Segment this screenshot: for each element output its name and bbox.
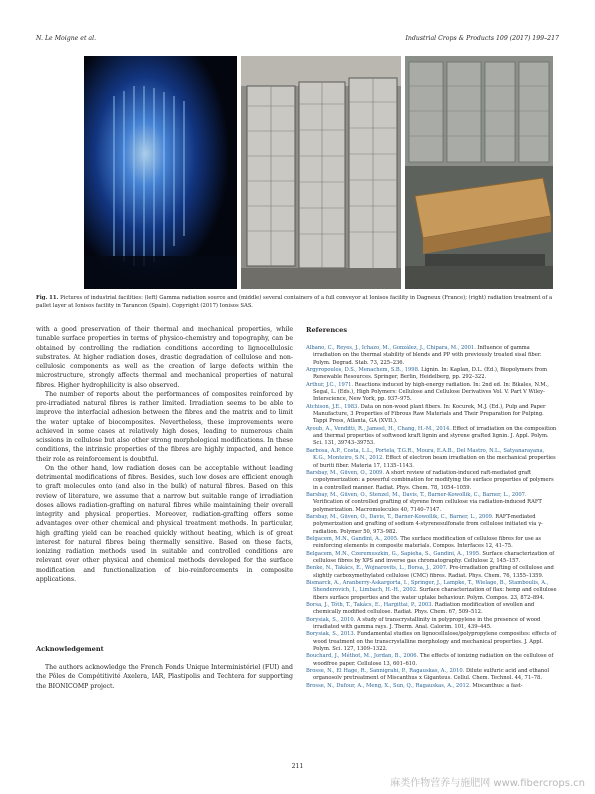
reference-text: Reactions induced by high-energy radiation. In: 2nd ed. In: Bikales, N.M., Segal, L. (Eds.), High Polymers: Cellulose and Cellulose Derivatives Vol. V. Part V Wiley-Interscience, New York, pp. 937–975. [313,381,549,403]
reference-item [306,536,558,551]
reference-item [306,492,558,514]
reference-item [306,426,558,448]
acknowledgement-heading: Acknowledgement [36,645,104,653]
page-number: 211 [291,763,304,770]
body-text-column [36,325,293,584]
figure-caption [36,294,557,311]
reference-link[interactable]: Bismarck, A., Aranberry-Askargorta, I., Springer, J., Lampke, T., Wielage, B., Stamboulis, A., Shenderovich, I., Limbach, H.-H., 2002. [306,580,549,594]
references-list [306,345,558,690]
reference-link[interactable]: Belgacem, M.N., Gandini, A., 2005. [306,535,399,542]
reference-item [306,631,558,653]
reference-text: A short review of radiation-induced raft-mediated graft copolymerization: a powerful combination for modifying the surface properties of polymers in a controlled manner. Radiat. Phys. Chem. 78, 1054–1059. [313,469,554,491]
reference-text: Surface characterization of cellulose fibres by XPS and inverse gas chromatography. Cellulose 2, 145–157. [313,550,555,564]
reference-item [306,653,558,668]
figure-11 [84,56,553,289]
reference-item [306,683,558,690]
reference-text: Dilute sulfuric acid and ethanol organosolv pretreatment of Miscanthus x Giganteus. Cellul. Chem. Technol. 44, 71–78. [313,668,549,682]
reference-item [306,551,558,566]
photo-gamma-source [84,56,237,289]
reference-item [306,602,558,617]
header-journal: Industrial Crops & Products 109 (2017) 199–217 [405,35,559,42]
body-paragraph: with a good preservation of their thermal and mechanical properties, while tunable surface properties in terms of physico-chemistry and topography, can be obtained by controlling the radiation conditions according to lignocellulosic substrates. At higher radiation doses, drastic degradation of cellulose and non-cellulosic components as well as the creation of large defects within the microstructure, strongly affects thermal and mechanical properties of natural fibres. Higher hydrophilicity is also observed. [36,326,293,389]
reference-item [306,565,558,580]
reference-text: Verification of controlled grafting of styrene from cellulose via radiation-induced RAFT polymerization. Macromolecules 40, 7140–7147. [313,499,542,513]
reference-text: Radiation modification of swollen and chemically modified cellulose. Radiat. Phys. Chem. 67, 509–512. [313,602,535,616]
reference-link[interactable]: Arthur, J.C., 1971. [306,381,354,388]
reference-text: A study of transcrystallinity in polypropylene in the presence of wood irradiated with gamma rays. J. Therm. Anal. Calorim. 101, 439–445. [313,616,541,631]
reference-link[interactable]: Argyropoulos, D.S., Menachem, S.B., 1998. [306,367,420,374]
reference-link[interactable]: Belgacem, M.N., Czeremuszkin, G., Sapieha, S., Gandini, A., 1995. [306,550,481,557]
reference-link[interactable]: Borysiak, S., 2013. [306,631,356,638]
reference-link[interactable]: Brosse, N., El Hage, R., Sannigrahi, P., Ragauskas, A., 2010. [306,668,465,675]
reference-text: The effects of ionizing radiation on the cellulose of woodfree paper. Cellulose 13, 601–610. [313,653,554,667]
reference-link[interactable]: Barsbay, M., Güven, O., Davis, T., Barner-Kowollik, C., Barner, L., 2009. [306,513,494,520]
reference-item [306,617,558,632]
reference-item [306,448,558,470]
reference-item [306,580,558,602]
reference-text: Fundamental studies on lignocellulose/polypropylene composites: effects of wood treatment on the transcrystalline morphology and mechanical properties. J. Appl. Polym. Sci. 127, 1309–1322. [313,631,557,653]
reference-item [306,470,558,492]
reference-link[interactable]: Barsbay, M., Güven, O., Stenzel, M., Davis, T., Barner-Kowollik, C., Barner, L., 2007. [306,491,527,498]
header-authors: N. Le Moigne et al. [36,35,97,42]
reference-item [306,514,558,536]
watermark: 麻类作物营养与施肥网 www.fibercrops.cn [390,778,585,789]
reference-text: Influence of gamma irradiation on the thermal stability of blends and PP with previously treated sisal fiber. Polym. Degrad. Stab. 73, 225–236. [313,345,542,366]
reference-item [306,345,558,367]
reference-text: Miscanthus: a fast- [470,682,523,689]
caption-text: Pictures of industrial facilities: (left) Gamma radiation source and (middle) several containers of a full conveyor at Ionisos facility in Dagneux (France); (right) radiation treatment of a pallet layer at Ionisos facility in Tarancon (Spain). Copyright (2017) Ionisos SAS. [36,295,553,310]
reference-link[interactable]: Borsa, J., Tóth, T., Takács, E., Hargittai, P., 2003. [306,602,434,609]
reference-link[interactable]: Bouchard, J., Méthot, M., Jordan, B., 2006. [306,653,419,660]
acknowledgement-text: The authors acknowledge the French Fonds Unique Interministériel (FUI) and the Pôles de Compétitivité Axelera, IAR, Plastipolis and Techtera for supporting the BIONICOMP project. [36,664,293,690]
body-paragraph: On the other hand, low radiation doses can be acceptable without leading detrimental modifications of fibres. Besides, such low doses are efficient enough to graft molecules onto (and also in the bulk) of natural fibres. Based on this review of literature, we assume that a narrow but suitable range of irradiation doses allows radiation-grafting on natural fibres while maintaining their overall integrity and physical properties. Moreover, radiation-grafting offers some advantages over other chemical and physical treatment methods. In particular, high grafting yield can be reached quickly without heating, which is of great interest for natural fibres being thermally sensitive. Based on these facts, ionizing radiation methods used in suitable and controlled conditions are relevant over other physical and chemical methods developed for the surface modification and functionalization of bio-reinforcements in composite applications. [36,464,293,583]
reference-text: Effect of electron beam irradiation on the mechanical properties of buriti fiber. Materia 17, 1135–1143. [313,455,556,469]
reference-item [306,367,558,382]
reference-link[interactable]: Atchison, J.E., 1983. [306,403,359,410]
running-header [36,35,559,45]
reference-link[interactable]: Barsbay, M., Güven, O., 2009. [306,469,385,476]
reference-text: Data on non-wood plant fibers. In: Kocurek, M.J. (Ed.), Pulp and Paper Manufacture, 3 Properties of Fibrous Raw Materials and Their Preparation for Pulping. Tappi Press, Atlanta, GA (XVII.). [313,403,546,425]
reference-link[interactable]: Benke, N., Takács, E., Wojnarovits, L., Borsa, J., 2007. [306,565,448,572]
reference-text: Effect of irradiation on the composition and thermal properties of softwood kraft lignin and styrene grafted lignin. J. Appl. Polym. Sci. 131, 39743–39753. [313,425,557,447]
reference-text: Pre-irradiation grafting of cellulose and slightly carboxymethylated cellulose (CMC) fibres. Radiat. Phys. Chem. 76, 1355–1359. [313,565,554,579]
photo-pallet-treatment [405,56,553,289]
reference-item [306,404,558,426]
photo-conveyor-containers [241,56,401,289]
references-heading: References [306,326,348,334]
caption-label: Fig. 11. [36,295,59,301]
reference-item [306,382,558,404]
reference-text: The surface modification of cellulose fibres for use as reinforcing elements in composite materials. Compos. Interfaces 12, 41–75. [313,535,542,550]
reference-link[interactable]: Brosse, N., Dufour, A., Meng, X., Sun, Q., Ragauskas, A., 2012. [306,682,471,689]
reference-link[interactable]: Borysiak, S., 2010. [306,616,356,623]
reference-item [306,668,558,683]
reference-link[interactable]: Barbosa, A.P., Costa, L.L., Portela, T.G.R., Moura, E.A.B., Del Mastro, N.L., Satyanarayana, K.G., Monteiro, S.N., 2012. [306,447,545,462]
reference-text: RAFT-mediated polymerization and grafting of sodium 4-styrenesulfonate from cellulose initiated via γ-radiation. Polymer 50, 973–982. [313,513,543,535]
reference-text: Surface characterization of flax: hemp and cellulose fibers surface properties and the water uptake behaviour. Polym. Compos. 23, 872–894. [313,587,557,601]
reference-link[interactable]: Albano, C., Reyes, J., Ichazo, M., González, J., Chipara, M., 2001. [306,345,476,351]
reference-link[interactable]: Ayoub, A., Venditti, R., Jameel, H., Chang, H.-M., 2014. [306,425,451,432]
reference-text: Lignin. In: Kaplan, D.L. (Ed.), Biopolymers from Renewable Resources. Springer, Berlin, Heidelberg, pp. 292–322. [313,367,548,381]
body-paragraph: The number of reports about the performances of composites reinforced by pre-irradiated natural fibres is rather limited. Irradiation seems to be able to improve the interfacial adhesion between the fibres and the matrix and to limit the water uptake of biocomposites. Nevertheless, these improvements were achieved in some cases at relatively high doses, leading to numerous chain scissions in cellulose but also other strong morphological modifications. In these conditions, the intrinsic properties of the fibres are highly impacted, and hence their role as reinforcement is doubtful. [36,390,293,463]
